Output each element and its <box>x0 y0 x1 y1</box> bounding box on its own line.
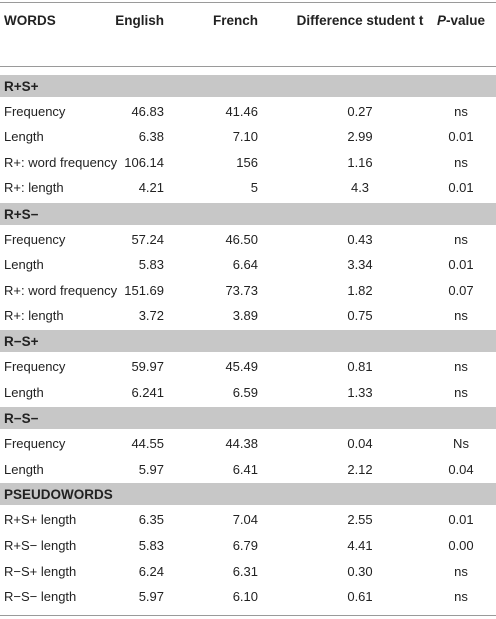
cell-pvalue: 0.07 <box>448 283 474 298</box>
cell-pvalue: ns <box>454 564 468 579</box>
cell-french: 6.31 <box>232 564 258 579</box>
cell-english: 151.69 <box>124 283 164 298</box>
row-label: R−S+ length <box>4 564 77 579</box>
cell-english: 57.24 <box>131 232 164 247</box>
section-label: R−S+ <box>4 334 39 349</box>
header-pvalue-italic: P <box>436 13 446 28</box>
cell-pvalue: 0.04 <box>448 462 474 477</box>
cell-english: 59.97 <box>131 359 164 374</box>
row-label: R+S− length <box>4 538 77 553</box>
cell-difference: 0.61 <box>347 589 373 604</box>
cell-french: 156 <box>236 155 258 170</box>
cell-difference: 3.34 <box>347 257 373 272</box>
cell-french: 7.04 <box>232 512 258 527</box>
section-label: R+S− <box>4 207 39 222</box>
section-header <box>0 483 496 505</box>
row-label: Frequency <box>4 359 66 374</box>
cell-difference: 1.16 <box>347 155 373 170</box>
row-label: Length <box>4 257 44 272</box>
header-bottom-rule <box>0 66 496 67</box>
cell-difference: 4.3 <box>350 180 370 195</box>
cell-difference: 4.41 <box>347 538 373 553</box>
cell-french: 6.59 <box>232 385 258 400</box>
cell-english: 5.97 <box>138 589 164 604</box>
cell-french: 45.49 <box>225 359 258 374</box>
section-label: R−S− <box>4 411 39 426</box>
cell-pvalue: ns <box>454 104 468 119</box>
cell-pvalue: Ns <box>453 436 469 451</box>
cell-pvalue: 0.01 <box>448 512 474 527</box>
section-label: R+S+ <box>4 79 39 94</box>
cell-pvalue: 0.00 <box>448 538 474 553</box>
cell-english: 44.55 <box>131 436 164 451</box>
cell-pvalue: ns <box>454 308 468 323</box>
cell-english: 106.14 <box>124 155 164 170</box>
table-bottom-rule <box>0 615 496 616</box>
row-label: R+S+ length <box>4 512 77 527</box>
header-pvalue-rest: -value <box>445 13 486 28</box>
cell-difference: 1.82 <box>347 283 373 298</box>
row-label: R+: length <box>4 308 64 323</box>
row-label: R+: word frequency <box>4 283 118 298</box>
header-english: English <box>115 13 164 28</box>
cell-english: 4.21 <box>138 180 164 195</box>
row-label: R+: length <box>4 180 64 195</box>
cell-difference: 0.04 <box>347 436 373 451</box>
cell-difference: 0.81 <box>347 359 373 374</box>
cell-french: 73.73 <box>225 283 258 298</box>
cell-english: 46.83 <box>131 104 164 119</box>
cell-english: 5.83 <box>138 538 164 553</box>
row-label: Frequency <box>4 436 66 451</box>
cell-english: 6.241 <box>131 385 164 400</box>
cell-difference: 0.43 <box>347 232 373 247</box>
section-header <box>0 75 496 97</box>
cell-pvalue: ns <box>454 589 468 604</box>
cell-pvalue: 0.01 <box>448 129 474 144</box>
cell-pvalue: ns <box>454 385 468 400</box>
cell-french: 6.64 <box>232 257 258 272</box>
section-label: PSEUDOWORDS <box>4 487 113 502</box>
row-label: Length <box>4 462 44 477</box>
cell-difference: 0.30 <box>347 564 373 579</box>
cell-difference: 1.33 <box>347 385 373 400</box>
cell-difference: 2.12 <box>347 462 373 477</box>
header-difference: Difference student t <box>296 13 424 28</box>
cell-french: 46.50 <box>225 232 258 247</box>
cell-difference: 2.99 <box>347 129 373 144</box>
cell-pvalue: 0.01 <box>448 180 474 195</box>
row-label: R+: word frequency <box>4 155 118 170</box>
cell-french: 6.10 <box>232 589 258 604</box>
row-label: Frequency <box>4 232 66 247</box>
section-header <box>0 407 496 429</box>
cell-french: 41.46 <box>225 104 258 119</box>
cell-difference: 0.27 <box>347 104 373 119</box>
cell-difference: 0.75 <box>347 308 373 323</box>
header-words: WORDS <box>4 13 56 28</box>
section-header <box>0 203 496 225</box>
cell-pvalue: 0.01 <box>448 257 474 272</box>
row-label: Length <box>4 129 44 144</box>
row-label: Frequency <box>4 104 66 119</box>
cell-french: 7.10 <box>232 129 258 144</box>
cell-english: 6.38 <box>138 129 164 144</box>
cell-french: 6.79 <box>232 538 258 553</box>
cell-english: 5.83 <box>138 257 164 272</box>
cell-difference: 2.55 <box>347 512 373 527</box>
section-header <box>0 330 496 352</box>
cell-french: 3.89 <box>232 308 258 323</box>
cell-french: 5 <box>250 180 258 195</box>
cell-pvalue: ns <box>454 155 468 170</box>
table-top-rule <box>0 2 496 3</box>
cell-english: 3.72 <box>138 308 164 323</box>
cell-french: 44.38 <box>225 436 258 451</box>
cell-pvalue: ns <box>454 232 468 247</box>
cell-french: 6.41 <box>232 462 258 477</box>
header-french: French <box>212 13 258 28</box>
cell-english: 6.35 <box>138 512 164 527</box>
cell-pvalue: ns <box>454 359 468 374</box>
row-label: R−S− length <box>4 589 77 604</box>
cell-english: 6.24 <box>138 564 164 579</box>
row-label: Length <box>4 385 44 400</box>
cell-english: 5.97 <box>138 462 164 477</box>
header-pvalue <box>437 14 485 27</box>
